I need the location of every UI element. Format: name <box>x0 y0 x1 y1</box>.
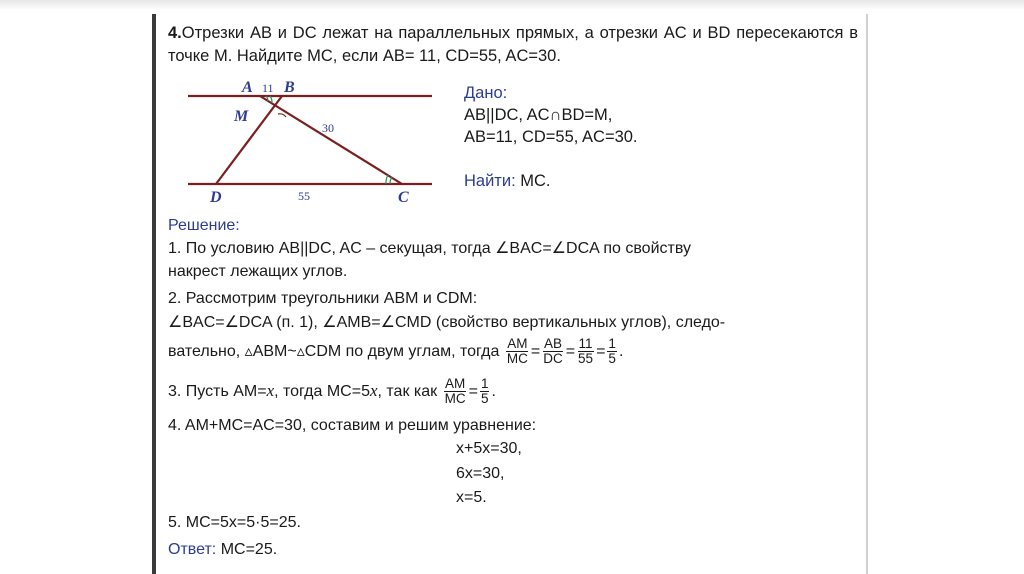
fraction-1-5: $\frac{1}{5}$ <box>608 336 616 367</box>
answer-value: MC=25. <box>220 541 278 558</box>
fraction-am-mc-2: $\frac{AM}{MC}$ <box>444 376 466 407</box>
label-d: D <box>210 189 222 206</box>
right-border-line <box>866 14 868 574</box>
step-5: 5. MC=5x=5·5=25. <box>168 514 301 531</box>
top-shadow <box>0 0 1024 10</box>
given-title: Дано: <box>464 84 508 102</box>
step-3: 3. Пусть AM=x, тогда MC=5x, так как $\frac{AM}{MC}$ = $\frac{1}{5}$ . <box>168 376 496 407</box>
given-line-2: AB=11, CD=55, AC=30. <box>464 128 638 146</box>
answer-label: Ответ: <box>168 541 217 558</box>
problem-statement <box>168 22 858 68</box>
label-c: C <box>398 189 409 206</box>
fraction-1-5-2: $\frac{1}{5}$ <box>480 376 489 407</box>
fraction-am-mc: $\frac{AM}{MC}$ <box>506 336 528 367</box>
step-2-line-2: ∠BAC=∠DCA (п. 1), ∠AMB=∠CMD (свойство вертикальных углов), следо- <box>168 314 726 331</box>
given-line-1: AB||DC, AC∩BD=M, <box>464 106 613 124</box>
segment-ac <box>260 96 402 184</box>
fraction-11-55: $\frac{11}{55}$ <box>578 336 594 367</box>
label-dc-length: 55 <box>298 189 310 203</box>
given-block <box>464 82 638 192</box>
segment-bd <box>216 96 282 184</box>
label-ac-length: 30 <box>322 121 334 135</box>
equation-1: x+5x=30, <box>456 440 522 457</box>
equation-3: x=5. <box>456 489 487 506</box>
angle-arc-c2 <box>386 175 388 184</box>
label-m: M <box>234 108 249 125</box>
label-ab-length: 11 <box>262 81 274 95</box>
step-2-line-1: 2. Рассмотрим треугольники ABM и CDM: <box>168 290 478 307</box>
problem-text: Отрезки AB и DC лежат на параллельных прямых, а отрезки AC и BD пересекаются в точке M. Найдите MC, если AB= 11, CD=55, AC=30. <box>168 24 858 65</box>
fraction-ab-dc: $\frac{AB}{DC}$ <box>543 336 563 367</box>
label-a: A <box>242 79 253 96</box>
solution-title: Решение: <box>168 217 240 234</box>
angle-arc-m <box>278 114 286 117</box>
find-label: Найти: <box>464 172 516 190</box>
step-1-line-2: накрест лежащих углов. <box>168 263 348 280</box>
step-2-line-3-text: вательно, ▵ABM~▵CDM по двум углам, тогда <box>168 343 500 360</box>
left-border-bar <box>152 14 156 574</box>
step-2-line-3: вательно, ▵ABM~▵CDM по двум углам, тогда $\frac{AM}{MC}$ = $\frac{AB}{DC}$ = $\frac{11}{55}$ = $\frac{1}{5}$ . <box>168 336 624 367</box>
find-line <box>464 170 638 192</box>
equation-2: 6x=30, <box>456 465 505 482</box>
step-1-line-1: 1. По условию AB||DC, AC – секущая, тогда ∠BAC=∠DCA по свойству <box>168 240 691 257</box>
answer-line <box>168 540 858 560</box>
step-4: 4. AM+MC=AC=30, составим и решим уравнение: <box>168 417 537 434</box>
find-value: MC. <box>520 172 551 190</box>
problem-number: 4. <box>168 24 182 42</box>
geometry-figure <box>180 76 450 210</box>
label-b: B <box>284 79 295 96</box>
